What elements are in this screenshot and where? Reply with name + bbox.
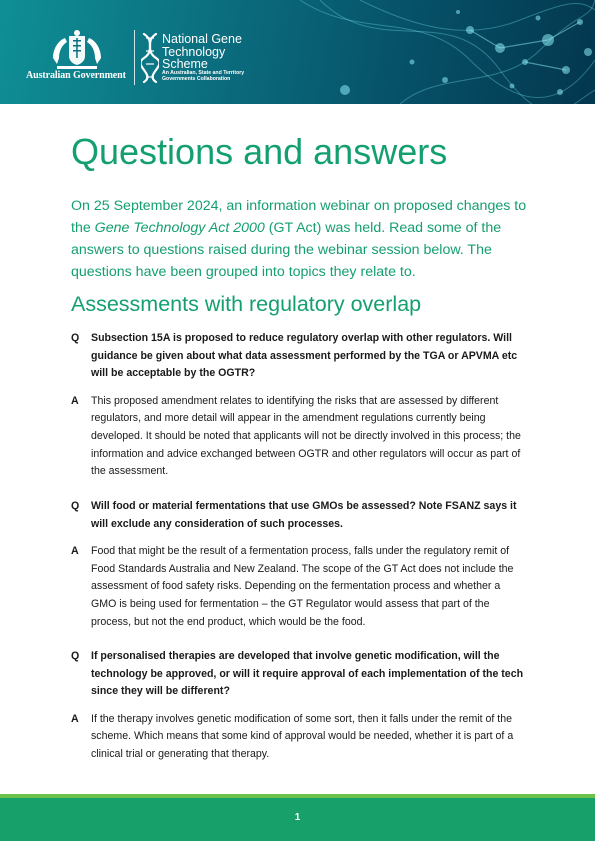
answer-row xyxy=(71,711,526,764)
intro-text-after: (GT Act) was held. Read some of the answers to questions raised during the webinar session below. The questions have been grouped into topics they relate to. xyxy=(71,220,502,280)
coat-of-arms-icon xyxy=(47,28,107,72)
intro-act-name: Gene Technology Act 2000 xyxy=(94,220,265,236)
ngts-title-line: Technology xyxy=(162,44,226,59)
answer-text: Food that might be the result of a fermentation process, falls under the regulatory remit of Food Standards Australia and New Zealand. The scope of the GT Act does not include the assessment of food safety risks. Depending on the fermentation process and whether a GMO is being used for fermentation – the GT Regulator would assess that part of the process, but not the end product, which would be the food. xyxy=(91,545,514,628)
answer-text: This proposed amendment relates to identifying the risks that are assessed by different regulators, and more detail will appear in the amendment regulations currently being developed. It should be noted that applicants will not be directly involved in this process; the information and advice exchanged between OGTR and other regulators will occur as part of the assessment. xyxy=(91,394,521,478)
question-row xyxy=(71,330,526,383)
intro-paragraph xyxy=(71,195,541,283)
answer-row xyxy=(71,543,526,631)
answer-text: If the therapy involves genetic modification of some sort, then it falls under the remit of the scheme. Which means that some kind of approval would be needed, whether it is part of a clinical trial or generating that therapy. xyxy=(91,712,514,760)
qa-item xyxy=(71,648,526,764)
ngts-title-line: Scheme xyxy=(162,57,208,71)
ngts-subtitle-line: Governments Collaboration xyxy=(162,76,231,82)
dna-helix-icon xyxy=(141,32,159,84)
intro-text-before: On 25 September 2024, an information webinar on proposed changes to the xyxy=(71,198,527,236)
ngts-title-line: National Gene xyxy=(162,32,242,46)
government-label: Australian Government xyxy=(26,70,126,81)
question-text: Will food or material fermentations that use GMOs be assessed? Note FSANZ says it will exclude any consideration of such processes. xyxy=(91,500,517,530)
qa-item xyxy=(71,498,526,631)
question-text: Subsection 15A is proposed to reduce regulatory overlap with other regulators. Will guidance be given about what data assessment performed by the TGA or APVMA etc will be acceptable by the OGTR? xyxy=(91,332,518,380)
question-row xyxy=(71,648,526,701)
answer-marker: A xyxy=(71,545,79,558)
ngts-subtitle xyxy=(162,70,244,82)
page-number: 1 xyxy=(294,812,301,823)
question-text: If personalised therapies are developed that involve genetic modification, will the technology be approved, or will it require approval of each implementation of the tech since they will be different? xyxy=(91,650,524,698)
question-marker: Q xyxy=(71,650,80,662)
section-heading: Assessments with regulatory overlap xyxy=(71,292,422,316)
answer-row xyxy=(71,393,526,481)
question-marker: Q xyxy=(71,332,80,344)
page-header xyxy=(0,0,595,104)
ngts-title xyxy=(162,33,242,71)
qa-item xyxy=(71,330,526,481)
answer-marker: A xyxy=(71,394,79,407)
question-row xyxy=(71,498,526,533)
header-divider xyxy=(134,30,135,85)
question-marker: Q xyxy=(71,500,80,512)
answer-marker: A xyxy=(71,712,79,725)
ngts-subtitle-line: An Australian, State and Territory xyxy=(162,70,245,76)
page-title: Questions and answers xyxy=(71,131,448,172)
